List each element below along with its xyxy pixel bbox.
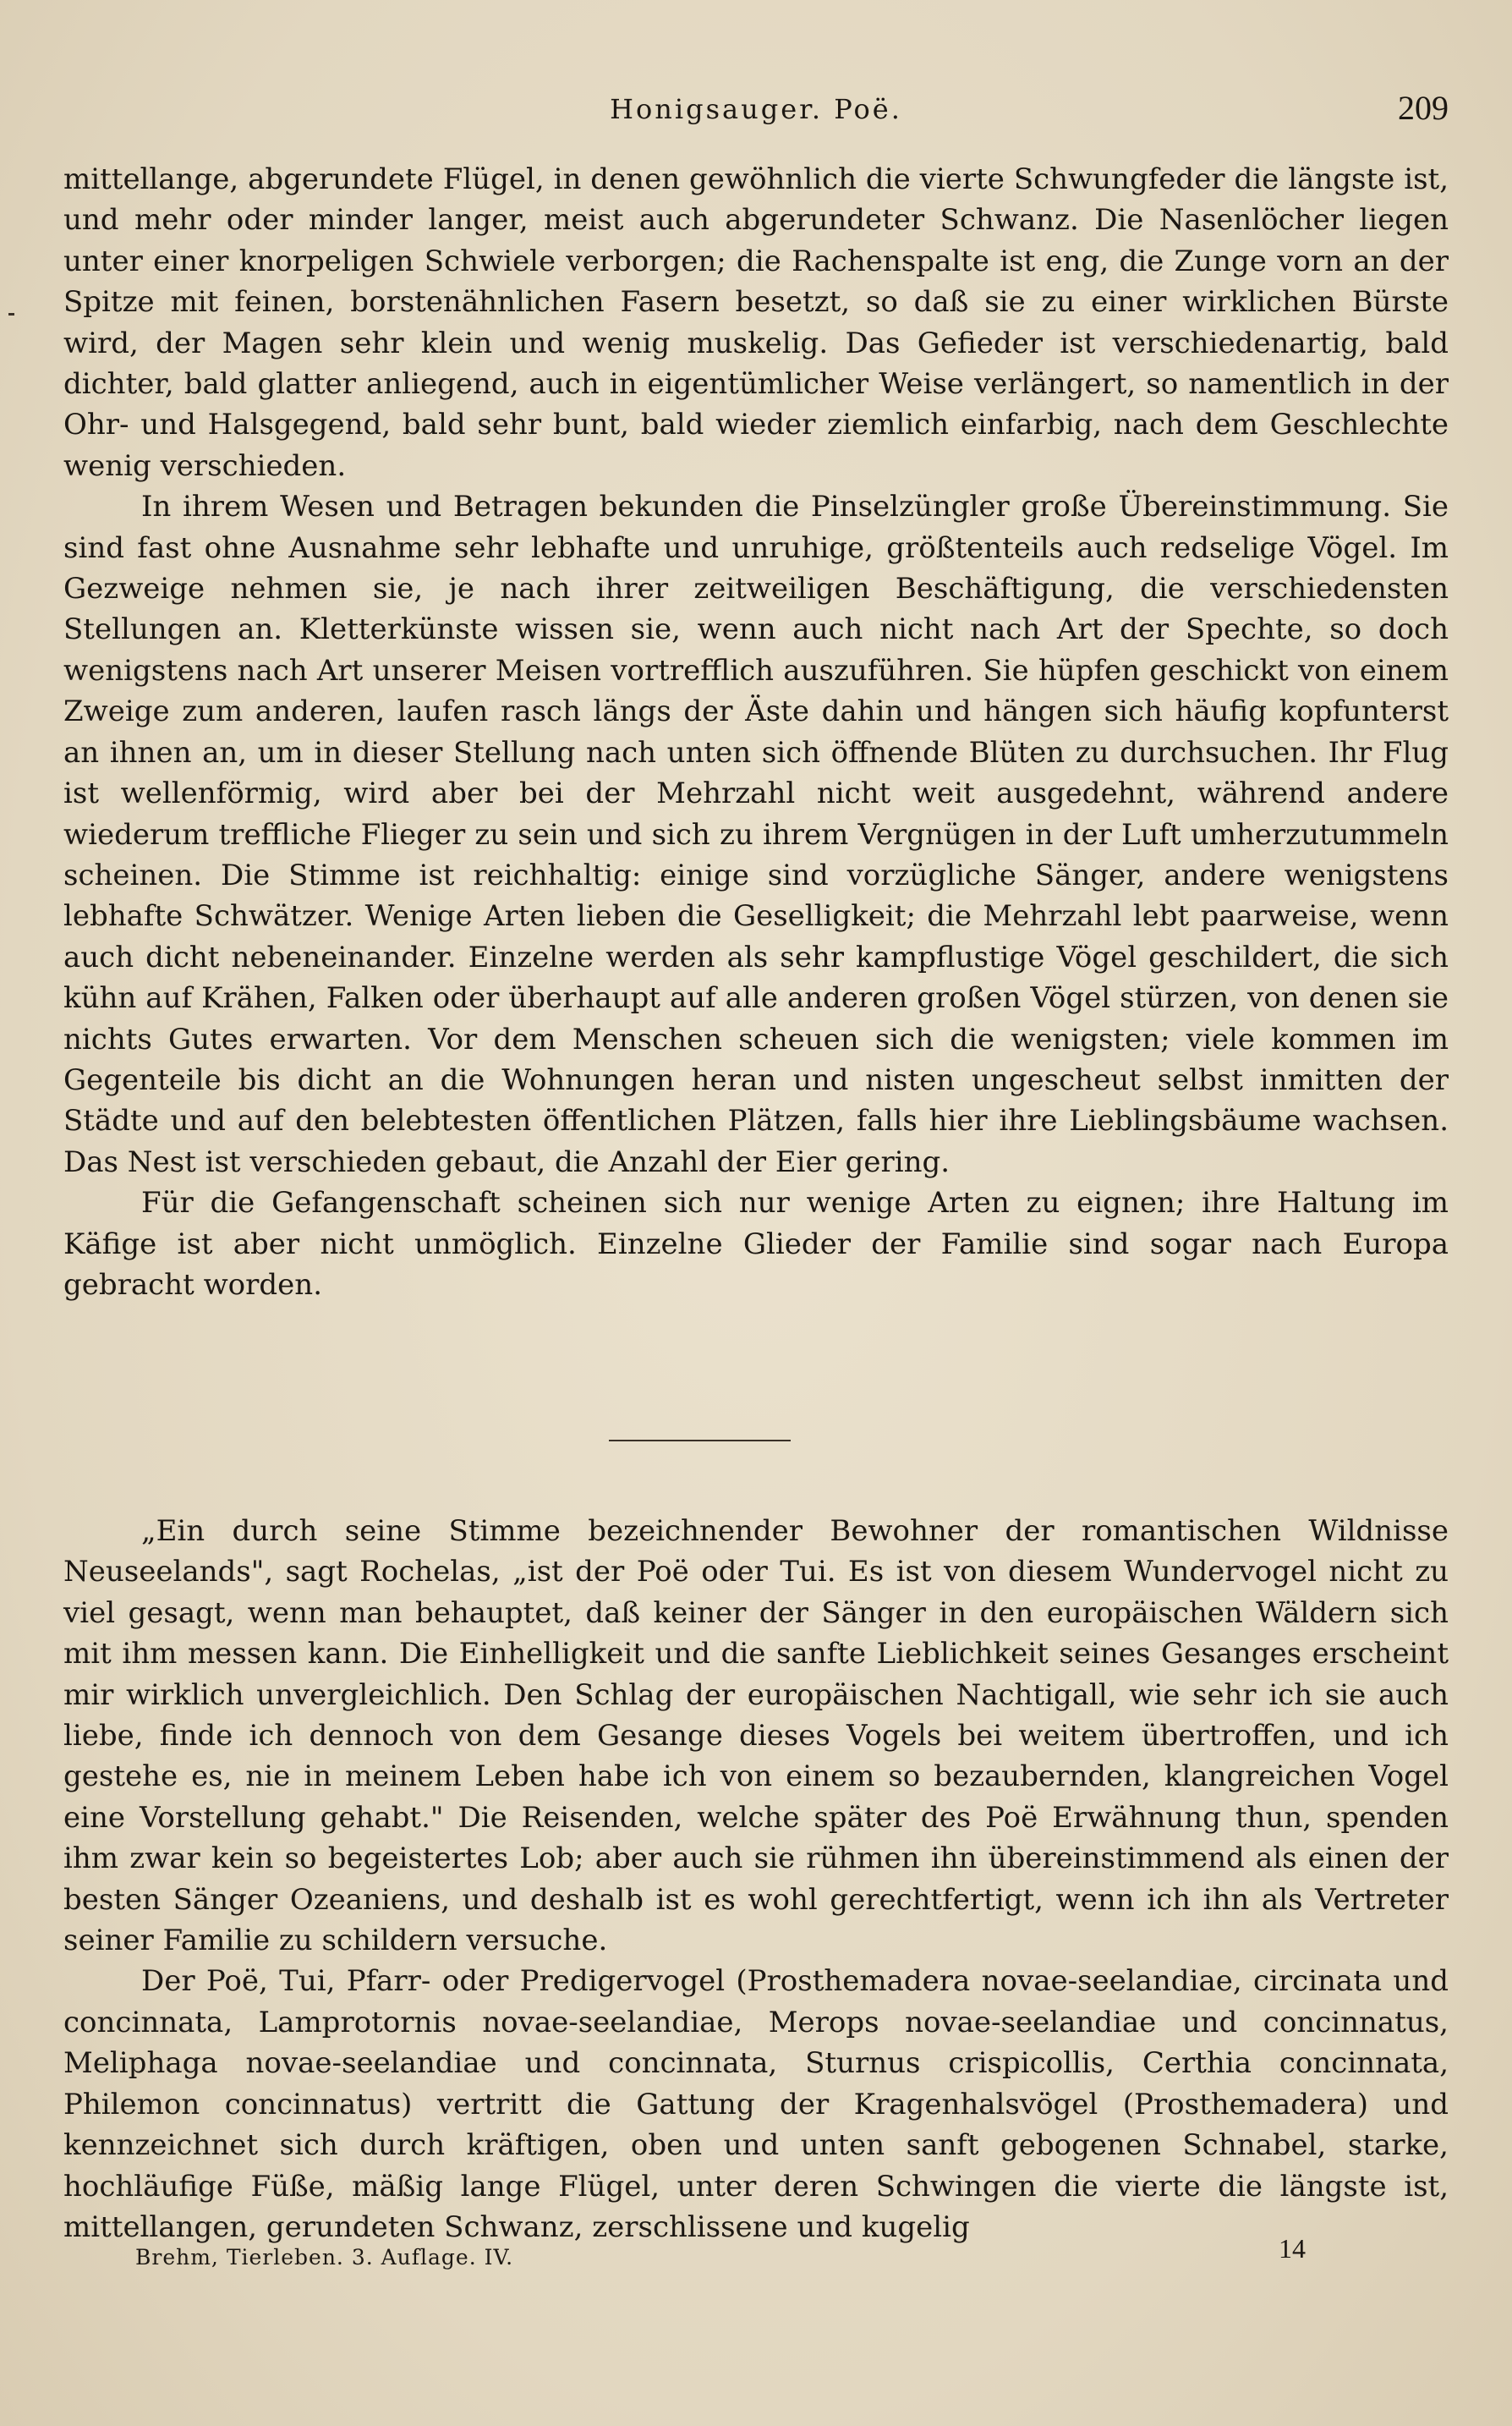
text-block-bottom (63, 1511, 1449, 2248)
paragraph-description: Der Poë, Tui, Pfarr- oder Predigervogel (Prosthemadera novae-seelandiae, circinata und concinnata, Lamprotornis novae-seelandiae, Merops novae-seelandiae und concinnatus, Meliphaga novae-seelandiae und concinnata, Sturnus crispicollis, Certhia concinnata, Philemon concinnatus) vertritt die Gattung der Kragenhalsvögel (Prosthemadera) und kennzeichnet sich durch kräftigen, oben und unten sanft gebogenen Schnabel, starke, hochläufige Füße, mäßig lange Flügel, unter deren Schwingen die vierte die längste ist, mittellangen, gerundeten Schwanz, zerschlissene und kugelig (63, 1964, 1449, 2244)
footer-imprint: Brehm, Tierleben. 3. Auflage. IV. (135, 2245, 514, 2270)
signature-mark: 14 (1279, 2233, 1306, 2264)
page-footer (135, 2233, 1319, 2275)
margin-mark (8, 313, 14, 316)
section-divider (609, 1440, 791, 1441)
page-number: 209 (1398, 89, 1449, 127)
paragraph-captivity: Für die Gefangenschaft scheinen sich nur wenige Arten zu eignen; ihre Haltung im Käfige ist aber nicht unmöglich. Einzelne Glieder der Familie sind sogar nach Europa gebracht worden. (63, 1186, 1449, 1302)
paragraph-behaviour: In ihrem Wesen und Betragen bekunden die Pinselzüngler große Übereinstimmung. Sie sind fast ohne Ausnahme sehr lebhafte und unruhige, größtenteils auch redselige Vögel. Im Gezweige nehmen sie, je nach ihrer zeitweiligen Beschäftigung, die verschiedensten Stellungen an. Kletterkünste wissen sie, wenn auch nicht nach Art der Spechte, so doch wenigstens nach Art unserer Meisen vortrefflich auszuführen. Sie hüpfen geschickt von einem Zweige zum anderen, laufen rasch längs der Äste dahin und hängen sich häufig kopfunterst an ihnen an, um in dieser Stellung nach unten sich öffnende Blüten zu durchsuchen. Ihr Flug ist wellenförmig, wird aber bei der Mehrzahl nicht weit ausgedehnt, während andere wiederum treffliche Flieger zu sein und sich zu ihrem Vergnügen in der Luft umherzutummeln scheinen. Die Stimme ist reichhaltig: einige sind vorzügliche Sänger, andere wenigstens lebhafte Schwätzer. Wenige Arten lieben die Geselligkeit; die Mehrzahl lebt paarweise, wenn auch dicht nebeneinander. Einzelne werden als sehr kampflustige Vögel geschildert, die sich kühn auf Krähen, Falken oder überhaupt auf alle anderen großen Vögel stürzen, von denen sie nichts Gutes erwarten. Vor dem Menschen scheuen sich die wenigsten; viele kommen im Gegenteile bis dicht an die Wohnungen heran und nisten ungescheut selbst inmitten der Städte und auf den belebtesten öffentlichen Plätzen, falls hier ihre Lieblingsbäume wachsen. Das Nest ist verschieden gebaut, die Anzahl der Eier gering. (63, 490, 1449, 1179)
paragraph-quote: „Ein durch seine Stimme bezeichnender Bewohner der romantischen Wildnisse Neuseelands", sagt Rochelas, „ist der Poë oder Tui. Es ist von diesem Wundervogel nicht zu viel gesagt, wenn man behauptet, daß keiner der Sänger in den europäischen Wäldern sich mit ihm messen kann. Die Einhelligkeit und die sanfte Lieblichkeit seines Gesanges erscheint mir wirklich unvergleichlich. Den Schlag der europäischen Nachtigall, wie sehr ich sie auch liebe, finde ich dennoch von dem Gesange dieses Vogels bei weitem übertroffen, und ich gestehe es, nie in meinem Leben habe ich von einem so bezaubernden, klangreichen Vogel eine Vorstellung gehabt." Die Reisenden, welche später des Poë Erwähnung thun, spenden ihm zwar kein so begeistertes Lob; aber auch sie rühmen ihn übereinstimmend als einen der besten Sänger Ozeaniens, und deshalb ist es wohl gerechtfertigt, wenn ich ihn als Vertreter seiner Familie zu schildern versuche. (63, 1514, 1449, 1958)
running-title: Honigsauger. Poë. (610, 93, 902, 125)
paragraph-anatomy: mittellange, abgerundete Flügel, in denen gewöhnlich die vierte Schwungfeder die längste ist, und mehr oder minder langer, meist auch abgerundeter Schwanz. Die Nasenlöcher liegen unter einer knorpeligen Schwiele verborgen; die Rachenspalte ist eng, die Zunge vorn an der Spitze mit feinen, borstenähnlichen Fasern besetzt, so daß sie zu einer wirklichen Bürste wird, der Magen sehr klein und wenig muskelig. Das Gefieder ist verschiedenartig, bald dichter, bald glatter anliegend, auch in eigentümlicher Weise verlängert, so namentlich in der Ohr- und Halsgegend, bald sehr bunt, bald wieder ziemlich einfarbig, nach dem Geschlechte wenig verschieden. (63, 162, 1449, 483)
page-header (63, 88, 1449, 139)
text-block-top (63, 159, 1449, 1305)
